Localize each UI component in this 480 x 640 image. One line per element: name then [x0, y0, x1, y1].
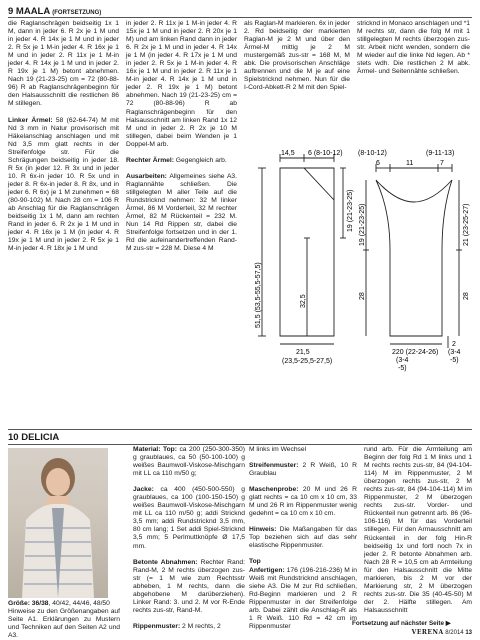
paragraph: M links im Wechsel [249, 446, 307, 453]
dim-right-lower: 28 [463, 292, 470, 300]
section-subtitle: (FORTSETZUNG) [52, 10, 102, 16]
header-rule [8, 17, 472, 18]
issue-number: 8/2014 [445, 630, 464, 636]
dim-right-mid: 19 (21-23-25) [347, 189, 354, 232]
paragraph-lead: Betonte Abnahmen: [133, 558, 198, 566]
paragraph: rund arb. Für die Armteilung am Beginn der folg Rd 1 M links und 1 M rechts rechts zus-str, 84 (94-104-114) M im Rippenmuster, 2 M überzogen rechts zus-str, 2 M rechts zus-str, 84 (94-104-114) M im Rippenmuster, 2 M überzogen rechts zus-str. Vorder- und Rückenteil nun getrennt arb. 86 (96-106-116) M für das Vorderteil stillegen. Für den Armausschnitt am Rückenteil in der folg Hin-R beidseitig 1x und fortl noch 7x in jeder 2. R betonte Abnahmen arb. Nach 28 R = 10,5 cm ab Armteilung für den Halsausschnitt die Mitte markieren, bis 2 M vor der Markierung str, 2 M überzogen rechts zus-str. Die 35 (40-45-50) M der 2. Hälfte stillegen. Am Halsausschnitt [364, 446, 472, 614]
sizes-lead: Größe: 36/38 [8, 600, 49, 607]
paragraph: stricknd in Monaco anschlagen und *1 M rechts str, dann die folg M mit 1 stillgelegten M rechts überzogen zus-str. Arbeit nicht wenden, sondern die M wieder auf die linke Nd legen. Ab * stets wdh. Die restlichen 2 M abk. Ärmel- und Seitennähte schließen. [357, 20, 471, 76]
paragraph: Linker Ärmel: 58 (62-64-74) M mit Nd 3 mm in Natur provisorisch mit Häkelanschlag anschlagen und mit Nd 3,5 mm glatt rechts in der Streifenfolge str. Für die Schrägungen beidseitig in jeder 18. R 5x (in jeder 12. R 3x und in jeder 10. R 6x-in jeder 10. R 5x und in jeder 8. R 6x-in jeder 8. R 8x, und in jeder 6. R 6x) je 1 M zunehmen = 68 (80-90-102) M. Nach 28 cm = 106 R ab Anschlag für die Raglanschrägen beidseitig 1x 1 M, dann am rechten Rand in jeder 6. R 2x je 1 M und in jeder 4. R 16x je 1 M (in jeder 4. R 19x je 1 M und in jeder 2. R 5x je 1 M-in jeder 4. R 18x je 1 M und [8, 116, 119, 253]
text-column-2 [126, 20, 237, 253]
dim-bottom-right-3: -5) [450, 357, 459, 364]
paragraph-lead: Linker Ärmel: [8, 116, 53, 124]
dim-top-center: 14,5 [281, 150, 295, 157]
dim-top-right: 6 (8-10-12) [308, 150, 343, 157]
paragraph-lead: Maschenprobe: [249, 486, 299, 494]
dim-bottom-right: 2 [452, 341, 456, 348]
paragraph: die Raglanschrägen beidseitig 1x 1 M, dann in jeder 6. R 2x je 1 M und in jeder 4. R 14x je 1 M und in jeder 2. R 5x je 1 M-in jeder 4. R 16x je 1 M und in jeder 2. R 11x je 1 M-in jeder 4. R 14x je 1 M und in jeder 2. R 19x je 1 M) betont abnehmen. Nach 19 (21-23-25) cm = 72 (80-88-96) R ab Raglanschrägenbeginn für den Halsausschnitt die restlichen 86 M stillegen. [8, 20, 119, 108]
paragraph: Ausarbeiten: Allgemeines siehe A3. Raglannähte schließen. Die stillgelegten M aller Teile auf die Rundstricknd nehmen: 32 M linker Ärmel, 86 M Vorderteil, 32 M rechter Ärmel, 82 M Rückenteil = 232 M. Nun 14 Rd Rippen str, dabei die Streifenfolge fortsetzen und in der 1. Rd die aufeinandertreffenden Rand-M zus-str = 228 M. Diese 4 M [126, 172, 237, 253]
dim-top-right-2: 7 [440, 160, 444, 167]
paragraph-lead: Anfertigen: [249, 566, 285, 574]
dim-left-lower: 28 [359, 292, 366, 300]
text-column-1 [8, 20, 119, 253]
body-schematic [356, 140, 472, 372]
paragraph: Rechter Ärmel: Gegengleich arb. [126, 156, 227, 164]
paragraph-lead: Streifenmuster: [249, 462, 299, 470]
text-column-3 [244, 20, 350, 92]
sizes-text: , 40/42, 44/46, 48/50 [48, 600, 110, 607]
page-footer [412, 629, 472, 636]
body-outline [376, 180, 452, 336]
continuation-note: Fortsetzung auf nächster Seite ▶ [352, 620, 451, 627]
paragraph-lead: Material: Top: [133, 446, 177, 453]
page-number: 13 [465, 630, 472, 636]
section-title-delicia: 10 DELICIA [8, 432, 60, 443]
dim-left-upper: 19 (21-23-25) [359, 203, 366, 246]
text-column-b3: M links im Wechsel Streifenmuster: 2 R Weiß, 10 R Graublau Maschenprobe: 20 M und 26 R glatt rechts = ca 10 cm x 10 cm, 33 M und 26 R im Rippenmuster wenig gedehnt = ca 10 cm x 10 cm. Hinweis: Die Maßangaben für das Top beziehen sich auf das sehr elastische Rippenmuster. Top Anfertigen: 176 (196-216-236) M in Weiß mit Rundstricknd anschlagen, siehe A3. Die M zur Rd schließen, Rd-Beginn markieren und 2 R Rippenmuster in der Streifenfolge arb. Dabei zählt die Anschlag-R als 1 R Weiß. 110 Rd = 42 cm im Rippenmuster [249, 446, 357, 630]
dim-right-upper: 21 (23-25-27) [463, 203, 470, 246]
text-column-b4 [364, 446, 472, 615]
magazine-brand: VERENA [411, 629, 444, 636]
sizes-note: Hinweise zu den Größenangaben auf Seite A1. Erklärungen zu Mustern und Techniken auf den Seiten A2 und A3. [8, 608, 120, 640]
section-rule-2 [8, 444, 472, 445]
paragraph-lead: Hinweis: [249, 526, 277, 534]
sleeve-schematic [244, 140, 354, 372]
dim-top-left: (8-10-12) [358, 150, 387, 157]
subheading-top: Top [249, 558, 261, 566]
paragraph-lead: Ausarbeiten: [126, 172, 167, 180]
paragraph-lead: Rechter Ärmel: [126, 156, 174, 164]
section-rule [8, 429, 472, 430]
raglan-slope [280, 168, 334, 200]
section-header-maala [8, 6, 101, 17]
sizes-block [8, 600, 120, 640]
dim-top-right: (9-11-13) [426, 150, 455, 157]
dim-bottom-right-2: (3-4 [448, 349, 461, 356]
model-illustration [8, 448, 108, 598]
dim-bottom-2: (3-4 [396, 357, 409, 364]
dim-top-left-2: 6 [376, 160, 380, 167]
dim-bottom-3: -5) [398, 365, 407, 372]
paragraph-lead: Jacke: [133, 486, 154, 494]
dim-center-height: 32,5 [300, 294, 307, 308]
text-column-b2: Material: Top: ca 200 (250-300-350) g graublaues, ca 50 (50-100-100) g weißes Baumwoll-Viskose-Mischgarn mit LL ca 110 m/50 g; Jacke: ca 400 (450-500-550) g graublaues, ca 100 (100-150-150) g weißes Baumwoll-Viskose-Mischgarn mit LL ca 110 m/50 g; addi Stricknd 3,5 mm; addi Rundstricknd 3,5 mm, 80 cm lang; 1 Set addi Spiel-Stricknd 3,5 mm; 5 Perlmuttknöpfe Ø 17,5 mm. Betonte Abnahmen: Rechter Rand: Rand-M, 2 M rechts überzogen zus-str (= 1 M wie zum Rechtsstr abheben, 1 M rechts, dann die abgehobene M darüberziehen). Linker Rand: 3. und 2. M vor R-Ende rechts zus-str, Rand-M. Rippenmuster: 2 M rechts, 2 [133, 446, 245, 630]
model-photo [8, 448, 108, 598]
paragraph-lead: Rippenmuster: [133, 622, 181, 630]
dim-bottom-2: (23,5-25,5-27,5) [282, 358, 333, 365]
dim-bottom-1: 21,5 [296, 349, 310, 356]
section-title: 9 MAALA [8, 6, 51, 17]
paragraph: in jeder 2. R 11x je 1 M-in jeder 4. R 15x je 1 M und in jeder 2. R 20x je 1 M) und am linken Rand dann in jeder 6. R 2x je 1 M und in jeder 4. R 14x je 1 M (in jeder 4. R 17x je 1 M und in jeder 2. R 5x je 1 M-in jeder 4. R 16x je 1 M und in jeder 2. R 11x je 1 M-in jeder 4. R 14x je 1 M und in jeder 2. R 19x je 1 M) betont abnehmen. Nach 19 (21-23-25) cm = 72 (80-88-96) R ab Raglanschrägenbeginn für den Halsausschnitt am linken Rand 1x 12 M und in jeder 2. R 2x je 10 M stillegen, dabei beim Wenden je 1 Doppel-M arb. [126, 20, 237, 148]
text-column-4 [357, 20, 470, 76]
dim-top-center: 11 [406, 160, 414, 167]
dim-left: 51,5 (53,5-55,5-57,5) [255, 262, 262, 328]
paragraph: als Raglan-M markieren. 6x in jeder 2. Rd beidseitig der markierten Raglan-M je 2 M und über den Ärmel-M mittig je 2 M mustergemäß zus-str = 168 M, M abk. Die provisorischen Anschläge auftrennen und die M je auf eine Spielstricknd nehmen. Nun für die I-Cord-Abkett-R 2 M mit den Spiel- [244, 20, 350, 92]
dim-bottom-1: 220 (22-24-26) [392, 349, 439, 356]
